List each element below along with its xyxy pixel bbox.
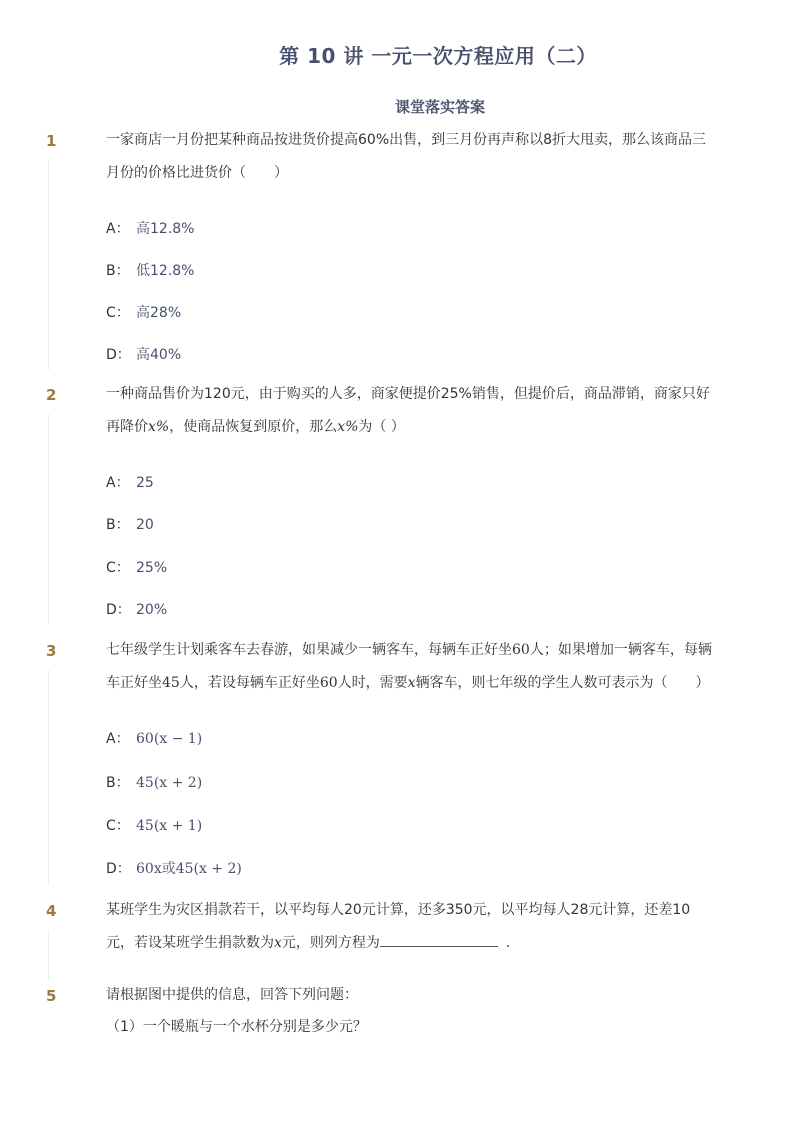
option-d[interactable] (106, 344, 181, 364)
question-number: 3 (46, 642, 57, 660)
option-letter: C： (106, 818, 130, 834)
question-4 (46, 902, 726, 982)
question-1 (46, 132, 726, 372)
question-text-part: 七年级学生计划乘客车去春游，如果减少一辆客车，每辆车正好坐 (106, 642, 512, 658)
question-divider (48, 670, 49, 885)
sub-question: （1）一个暖瓶与一个水杯分别是多少元？ (106, 1019, 367, 1035)
option-b[interactable] (106, 772, 202, 792)
question-text-part: 人；如果增加一辆客车，每辆车正好坐 (106, 642, 712, 691)
question-text-part: 元，则列方程为 (281, 935, 380, 951)
option-value: 25 (136, 475, 154, 491)
option-a[interactable] (106, 472, 154, 492)
option-value: 高12.8% (136, 221, 195, 237)
question-divider (48, 160, 49, 370)
option-d[interactable] (106, 858, 242, 878)
option-letter: A： (106, 221, 130, 237)
question-number: 4 (46, 902, 57, 920)
question-text-part: . (505, 935, 511, 951)
option-letter: D： (106, 602, 131, 618)
option-value: 45(x + 2) (136, 775, 203, 791)
question-number: 1 (46, 132, 57, 150)
option-letter: A： (106, 475, 130, 491)
option-a[interactable] (106, 218, 194, 238)
question-text: 一家商店一月份把某种商品按进货价提高60%出售，到三月份再声称以8折大甩卖，那么该商品三月份的价格比进货价（ ） (106, 132, 707, 181)
option-value: 45(x + 1) (136, 818, 203, 834)
question-text: 请根据图中提供的信息，回答下列问题： (106, 987, 358, 1003)
option-value: 高40% (136, 347, 182, 363)
option-d[interactable] (106, 599, 167, 619)
answer-blank[interactable] (380, 932, 498, 947)
question-number: 5 (46, 987, 57, 1005)
question-text (106, 378, 716, 444)
question-text-part: 人时，需要 (337, 675, 408, 691)
question-text-part: 人，若设每辆车正好坐 (179, 675, 320, 691)
question-5 (46, 987, 726, 1047)
option-letter: C： (106, 305, 130, 321)
math-expression: x (407, 675, 416, 691)
option-value: 45(x + 2) (175, 861, 242, 877)
option-letter: B： (106, 517, 130, 533)
question-text-part: 一种商品售价为120元，由于购买的人多，商家便提价25%销售，但提价后，商品滞销，商家只好再降价 (106, 386, 710, 435)
math-expression: x% (148, 419, 170, 435)
question-text-part: ，使商品恢复到原价，那么 (169, 419, 338, 435)
option-letter: C： (106, 560, 130, 576)
option-c[interactable] (106, 557, 167, 577)
question-text-part: 为（ ） (358, 419, 405, 435)
option-value: 高28% (136, 305, 182, 321)
question-number: 2 (46, 386, 57, 404)
math-expression: 60 (319, 675, 338, 691)
option-letter: B： (106, 775, 130, 791)
option-letter: A： (106, 731, 130, 747)
option-c[interactable] (106, 815, 202, 835)
option-letter: D： (106, 861, 131, 877)
option-value: 60(x − 1) (136, 731, 203, 747)
option-letter: B： (106, 263, 130, 279)
option-b[interactable] (106, 514, 154, 534)
question-text-part: 某班学生为灾区捐款若干，以平均每人20元计算，还多350元，以平均每人28元计算，还差10元，若设某班学生捐款数为 (106, 902, 691, 951)
option-value: 或 (161, 861, 176, 877)
option-value: 20 (136, 517, 154, 533)
question-3 (46, 642, 726, 887)
option-value: 20% (136, 602, 168, 618)
math-expression: 60 (512, 642, 530, 658)
question-2 (46, 386, 726, 626)
section-title: 课堂落实答案 (394, 98, 485, 116)
option-c[interactable] (106, 302, 181, 322)
question-text (106, 634, 716, 700)
math-expression: x (274, 935, 282, 951)
option-value: 低12.8% (136, 263, 195, 279)
math-expression: 45 (162, 675, 180, 691)
option-value: 25% (136, 560, 168, 576)
option-letter: D： (106, 347, 131, 363)
question-divider (48, 930, 49, 980)
question-text-part: 辆客车，则七年级的学生人数可表示为（ ） (415, 675, 710, 691)
question-text (106, 894, 716, 960)
math-expression: x% (337, 419, 359, 435)
option-b[interactable] (106, 260, 194, 280)
page-title: 第 10 讲 一元一次方程应用（二） (279, 44, 597, 68)
question-divider (48, 414, 49, 624)
option-a[interactable] (106, 728, 202, 748)
option-value: 60x (136, 861, 162, 877)
